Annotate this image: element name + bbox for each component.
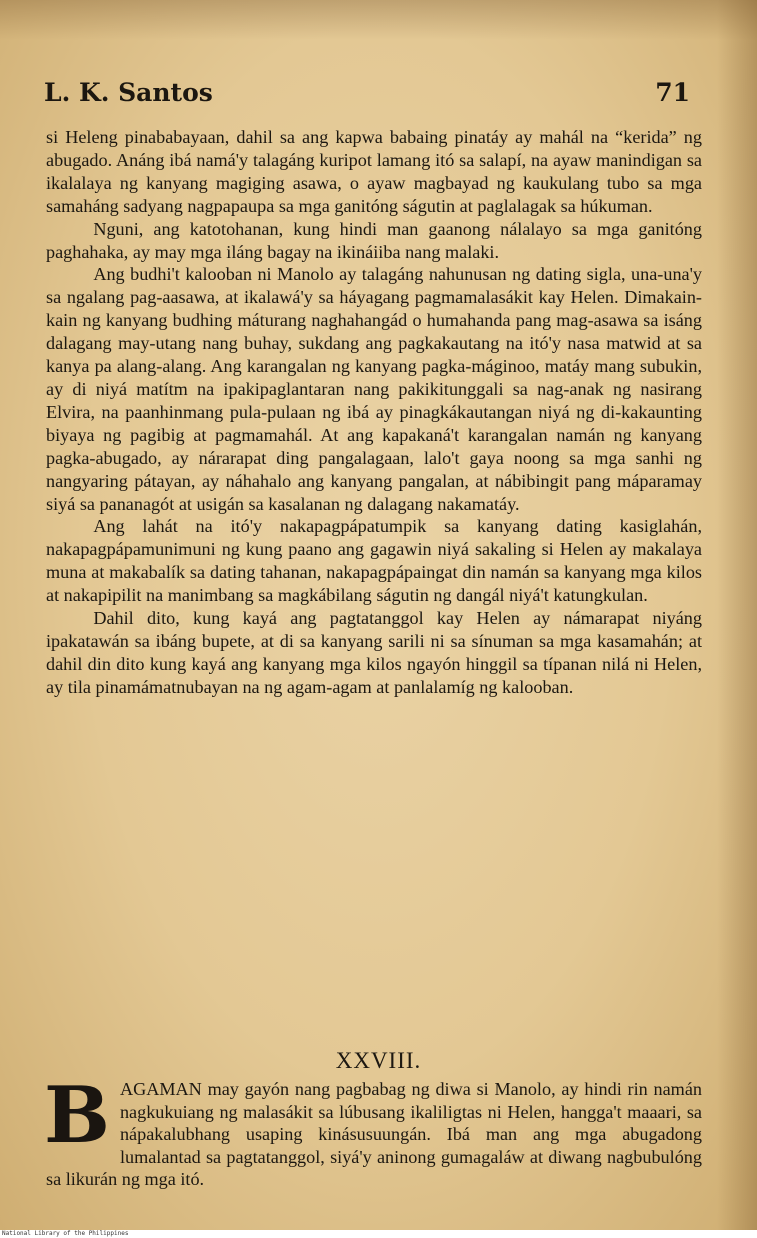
chapter-paragraph: AGAMAN may gayón nang pagbabag ng diwa si Manolo, ay hindi rin namán nagkukuiang ng malasákit sa lúbusang ikaliligtas ni Helen, hangga't maaari, sa nápakalubhang usaping kinásusuungán. Ibá man ang mga abugadong lumalantad sa pagtatanggol, siyá'y aninong gumagaláw at diwang nagbubulóng sa likurán ng mga itó.	[46, 1079, 702, 1190]
page-shadow-right	[717, 0, 757, 1230]
chapter-opening	[44, 1070, 702, 1191]
page-shadow-top	[0, 0, 757, 40]
body-text	[46, 126, 702, 699]
library-credit: National Library of the Philippines	[2, 1230, 129, 1237]
page-number: 71	[655, 78, 690, 107]
paragraph: Dahil dito, kung kayá ang pagtatanggol kay Helen ay námarapat niyáng ipakatawán sa ibáng bupete, at di sa kanyang sarili ni sa sínuman sa mga kasamahán; at dahil din dito kung kayá ang kanyang mga kilos ngayón hinggil sa típanan nilá ni Helen, ay tila pinamámatnubayan na ng agam-agam at panlalamíg ng kalooban.	[46, 608, 702, 697]
footer-strip	[0, 1230, 757, 1238]
chapter-heading: XXVIII.	[335, 1048, 422, 1073]
paragraph: Ang lahát na itó'y nakapagpápatumpik sa kanyang dating kasiglahán, nakapagpápamunimuni ng kung paano ang gagawin niyá sakaling si Helen ay makalaya muna at makabalík sa dating tahanan, nakapagpápaingat din namán sa kanyang mga kilos at nakapipilit na manimbang sa magkábilang ságutin ng dangál niyá't katungkulan.	[46, 516, 702, 606]
paragraph: si Heleng pinababayaan, dahil sa ang kapwa babaing pinatáy ay mahál na “kerida” ng abugado. Anáng ibá namá'y talagáng kuripot lamang itó sa salapí, na ayaw manindigan sa ikalalaya ng kanyang magiging asawa, o ayaw magbayad ng kaukulang tubo sa mga samaháng sadyang nagpapaupa sa mga ganitóng ságutin at paglalagak sa húkuman.	[46, 127, 702, 216]
drop-cap: B	[44, 1070, 110, 1161]
paragraph: Ang budhi't kalooban ni Manolo ay talagáng nahunusan ng dating sigla, una-una'y sa ngalang pag-aasawa, at ikalawá'y sa háyagang pagmamalasákit kay Helen. Dimakain-kain ng kanyang budhing máturang naghahangád o humahanda pang mag-asawa sa isáng dalagang may-utang nang buhay, sukdang ang pagkakautang na itó'y nasa matwid at sa kanya pa alang-alang. Ang karangalan ng kanyang pagka-máginoo, matáy mang subukin, ay di niyá matítm na ipakipaglantaran nang pakikitunggali sa nag-anak ng nasirang Elvira, na paanhinmang pula-pulaan ng ibá ay pinagkákautangan niyá ng di-kakaunting biyaya ng pagibig at pagmamahál. At ang kapakaná't karangalan namán ng kanyang pagka-abugado, ay nárarapat ding pangalagaan, lalo't gaya noong sa mga sanhi ng nangyaring pátayan, ay náhahalo ang kanyang pangalan, at nábibingit pang máparamay siyá sa pananagót at usigán sa kasalanan ng dalagang nakamatáy.	[46, 264, 702, 514]
paragraph: Nguni, ang katotohanan, kung hindi man gaanong nálalayo sa mga ganitóng paghahaka, ay may mga iláng bagay na ikináiiba nang malaki.	[46, 218, 702, 262]
author-name: L. K. Santos	[44, 78, 213, 107]
running-header	[44, 78, 690, 112]
